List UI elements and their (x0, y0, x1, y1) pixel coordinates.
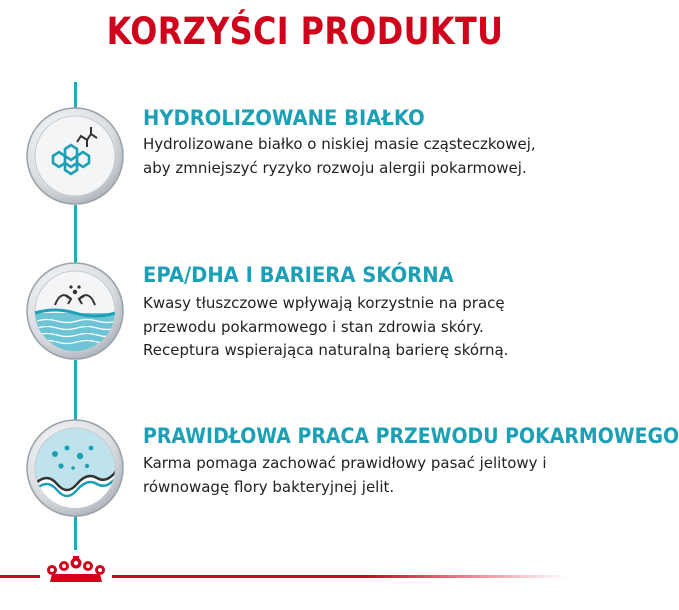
feature-description-hydrolyzed-protein (143, 133, 536, 180)
royal-canin-crown-icon (42, 556, 110, 586)
skin-barrier-icon (25, 261, 125, 361)
description-line: aby zmniejszyć ryzyko rozwoju alergii pokarmowej. (143, 158, 527, 177)
description-line: Hydrolizowane białko o niskiej masie cząsteczkowej, (143, 135, 536, 153)
feature-title-digestive-health: PRAWIDŁOWA PRACA PRZEWODU POKARMOWEGO (143, 424, 679, 448)
page-title: KORZYŚCI PRODUKTU (106, 10, 504, 53)
timeline-segment (74, 515, 77, 550)
description-line: Receptura wspierająca naturalną barierę skórną. (143, 341, 509, 359)
description-line: równowagę flory bakteryjnej jelit. (143, 477, 395, 496)
description-line: przewodu pokarmowego i stan zdrowia skóry. (143, 317, 484, 336)
digestive-tract-icon (25, 418, 125, 518)
feature-description-digestive-health (143, 452, 547, 499)
feature-title-skin-barrier: EPA/DHA I BARIERA SKÓRNA (143, 263, 454, 287)
timeline-segment (74, 360, 77, 420)
footer-divider-left (0, 575, 40, 578)
description-line: Kwasy tłuszczowe wpływają korzystnie na pracę (143, 294, 505, 312)
timeline-segment (74, 205, 77, 263)
timeline-segment (74, 82, 77, 108)
molecule-icon (25, 106, 125, 206)
feature-title-hydrolyzed-protein: HYDROLIZOWANE BIAŁKO (143, 106, 425, 130)
description-line: Karma pomaga zachować prawidłowy pasać jelitowy i (143, 454, 547, 472)
footer-divider-right (112, 575, 567, 578)
feature-description-skin-barrier (143, 292, 508, 363)
